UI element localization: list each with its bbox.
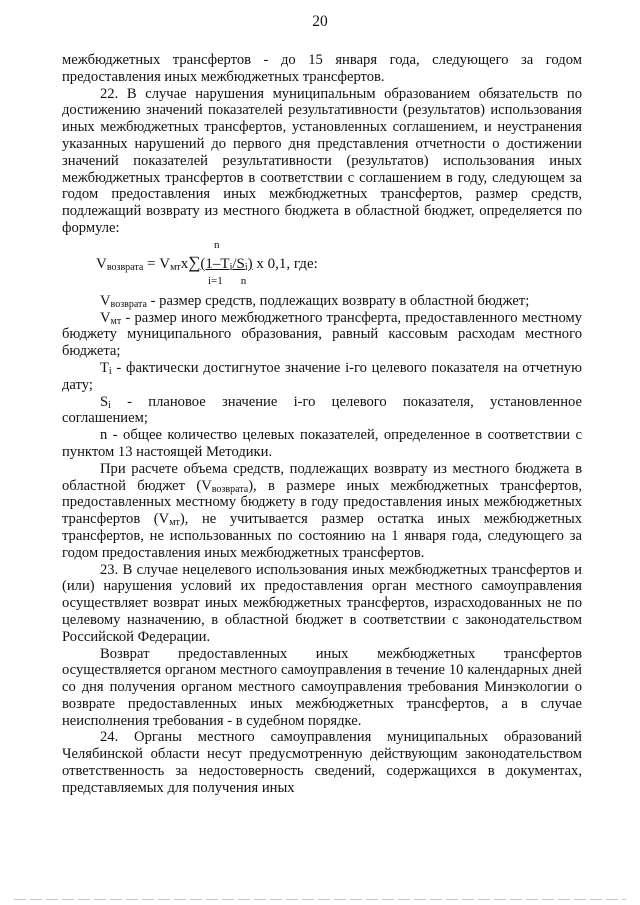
definition-v-mt: $V_{мт}$ - размер иного межбюджетного трансферта, предоставленного местному бюджету муниципального образования, равный кассовым расходам местного бюджета; (62, 309, 582, 360)
definition-s: $S_i$ - плановое значение i-го целевого показателя, установленное соглашением; (62, 393, 582, 427)
scan-edge-line (14, 899, 626, 900)
document-body (62, 52, 582, 797)
paragraph-24: 24. Органы местного самоуправления муниципальных образований Челябинской области несут предусмотренную действующим законодательством ответственность за недостоверность сведений, содержащихся в документах, представляемых для получения иных (62, 729, 582, 796)
definition-v-return: $V_{возврата}$ - размер средств, подлежащих возврату в областной бюджет; (100, 292, 530, 310)
paragraph-22: 22. В случае нарушения муниципальным образованием обязательств по достижению значений показателей результативности (результатов) использования иных межбюджетных трансфертов, установленных соглашением, и неустранения указанных нарушений до первого дня представления отчетности о достижении значений показателей результативности (результатов) использования иных межбюджетных трансфертов в соответствии с соглашением в году, следующем за годом предоставления иных межбюджетных трансфертов, размер средств, подлежащий возврату из местного бюджета в областной бюджет, определяется по формуле: (62, 85, 582, 236)
paragraph-23: 23. В случае нецелевого использования иных межбюджетных трансфертов и (или) нарушения условий их предоставления орган местного самоуправления осуществляет возврат иных межбюджетных трансфертов, израсходованных не по целевому назначению, в областной бюджет в соответствии с законодательством Российской Федерации. (62, 561, 582, 645)
sum-lower-limit: i=1 n (208, 274, 247, 287)
paragraph-continuation: межбюджетных трансфертов - до 15 января года, следующего за годом предоставления иных межбюджетных трансфертов. (62, 52, 582, 85)
definition-n: n - общее количество целевых показателей, определенное в соответствии с пунктом 13 настоящей Методики. (62, 427, 582, 460)
definition-t: $T_i$ - фактически достигнутое значение i-го целевого показателя на отчетную дату; (62, 359, 582, 393)
formula-line: $V_{возврата} = V_{мт}x\sum(1-T_i/S_i)$ x 0,1, где: (96, 252, 318, 273)
refund-formula (96, 239, 582, 291)
paragraph-calculation: При расчете объема средств, подлежащих возврату из местного бюджета в областной бюджет $(V_{возврата})$, в размере иных межбюджетных трансфертов, предоставленных местному бюджету в году предоставления иных межбюджетных трансфертов $(V_{мт})$, не учитывается размер остатка иных межбюджетных трансфертов, не использованных по состоянию на 1 января года, следующего за годом предоставления иных межбюджетных трансфертов. (62, 460, 583, 561)
sum-upper-limit: n (214, 238, 220, 251)
sigma-symbol: ∑ (188, 252, 201, 272)
page-number: 20 (312, 13, 328, 30)
paragraph-return: Возврат предоставленных иных межбюджетных трансфертов осуществляется органом местного самоуправления в течение 10 календарных дней со дня получения органом местного самоуправления требования Минэкологии о возврате предоставленных иных межбюджетных трансфертов, а в случае неисполнения требования - в судебном порядке. (62, 645, 582, 729)
